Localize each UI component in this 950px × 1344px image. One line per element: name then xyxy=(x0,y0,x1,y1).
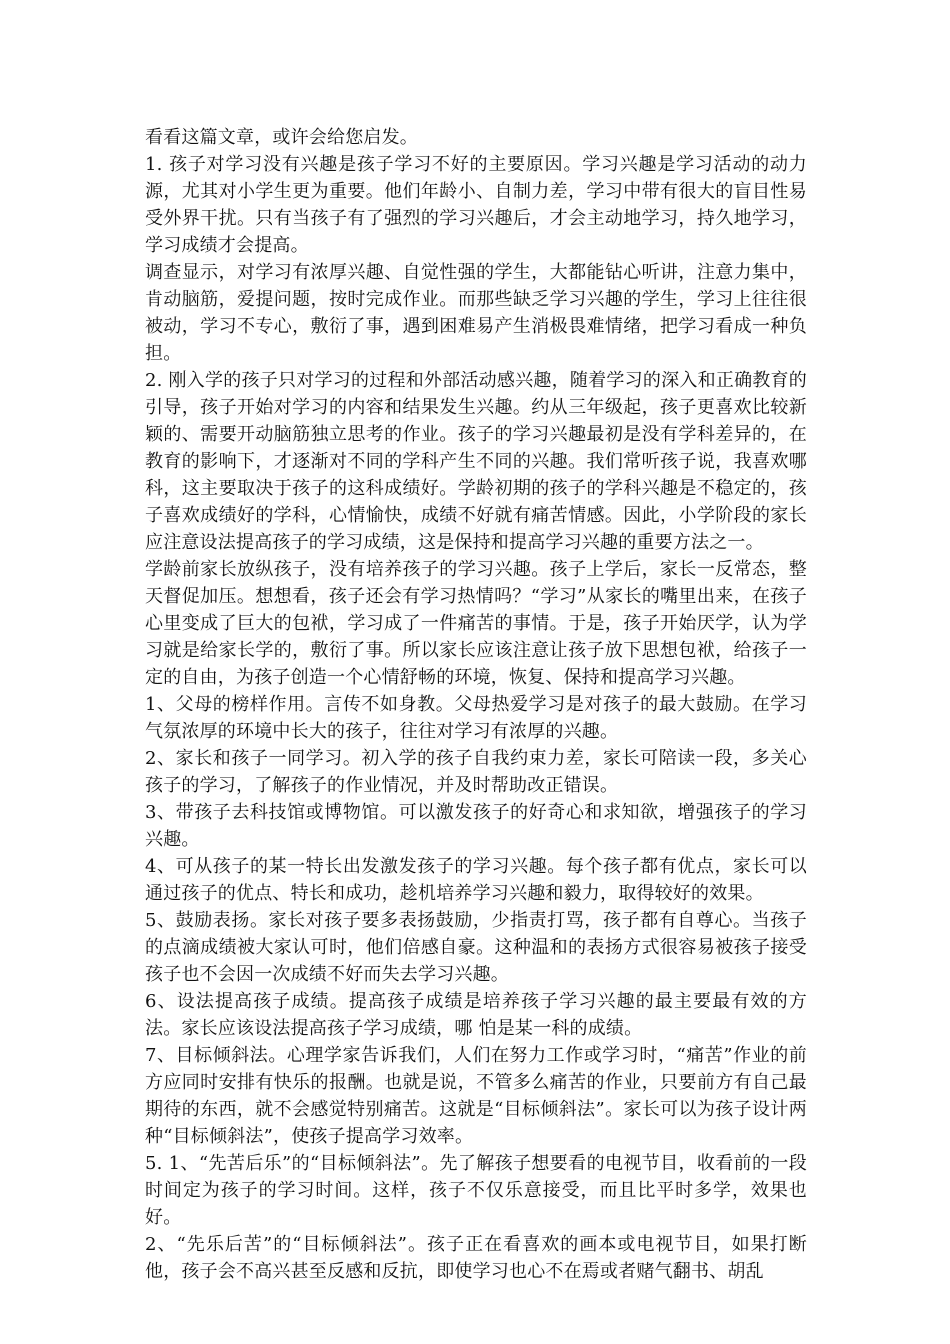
paragraph-sweet-then-bitter: 2、“先乐后苦”的“目标倾斜法”。孩子正在看喜欢的画本或电视节目，如果打断他，孩子会不高兴甚至反感和反抗，即使学习也心不在焉或者赌气翻书、胡乱 xyxy=(145,1234,807,1282)
list-item-museum: 3、带孩子去科技馆或博物馆。可以激发孩子的好奇心和求知欲，增强孩子的学习兴趣。 xyxy=(145,802,807,850)
list-item-parent-role-model: 1、父母的榜样作用。言传不如身教。父母热爱学习是对孩子的最大鼓励。在学习气氛浓厚的环境中长大的孩子，往往对学习有浓厚的兴趣。 xyxy=(145,694,807,742)
paragraph-interest-main-cause: 1. 孩子对学习没有兴趣是孩子学习不好的主要原因。学习兴趣是学习活动的动力源，尤其对小学生更为重要。他们年龄小、自制力差，学习中带有很大的盲目性易受外界干扰。只有当孩子有了强烈的学习兴趣后，才会主动地学习，持久地学习， 学习成绩才会提高。 xyxy=(145,154,807,256)
document-body xyxy=(145,124,807,1285)
list-item-study-together: 2、家长和孩子一同学习。初入学的孩子自我约束力差，家长可陪读一段，多关心孩子的学习，了解孩子的作业情况，并及时帮助改正错误。 xyxy=(145,748,807,796)
intro-paragraph: 看看这篇文章，或许会给您启发。 xyxy=(145,127,418,148)
paragraph-new-students: 2. 刚入学的孩子只对学习的过程和外部活动感兴趣，随着学习的深入和正确教育的引导，孩子开始对学习的内容和结果发生兴趣。约从三年级起，孩子更喜欢比较新颖的、需要开动脑筋独立思考的作业。孩子的学习兴趣最初是没有学科差异的，在教育的影响下，才逐渐对不同的学科产生不同的兴趣。我们常听孩子说，我喜欢哪科，这主要取决于孩子的这科成绩好。学龄初期的孩子的学科兴趣是不稳定的，孩子喜欢成绩好的学科，心情愉快，成绩不好就有痛苦情感。因此，小学阶段的家长应注意设法提高孩子的学习成绩，这是保持和提高学习兴趣的重要方法之一。 xyxy=(145,370,807,553)
list-item-improve-grades: 6、设法提高孩子成绩。提高孩子成绩是培养孩子学习兴趣的最主要最有效的方法。家长应该设法提高孩子学习成绩，哪 怕是某一科的成绩。 xyxy=(145,991,807,1039)
paragraph-bitter-then-sweet: 5. 1、“先苦后乐”的“目标倾斜法”。先了解孩子想要看的电视节目，收看前的一段时间定为孩子的学习时间。这样，孩子不仅乐意接受，而且比平时多学，效果也好。 xyxy=(145,1153,807,1228)
list-item-strengths: 4、可从孩子的某一特长出发激发孩子的学习兴趣。每个孩子都有优点，家长可以通过孩子的优点、特长和成功，趁机培养学习兴趣和毅力，取得较好的效果。 xyxy=(145,856,807,904)
paragraph-survey: 调查显示，对学习有浓厚兴趣、自觉性强的学生，大都能钻心听讲，注意力集中，肯动脑筋，爱提问题，按时完成作业。而那些缺乏学习兴趣的学生，学习上往往很被动，学习不专心，敷衍了事，遇到困难易产生消极畏难情绪，把学习看成一种负担。 xyxy=(145,262,807,364)
list-item-praise: 5、鼓励表扬。家长对孩子要多表扬鼓励，少指责打骂，孩子都有自尊心。当孩子的点滴成绩被大家认可时，他们倍感自豪。这种温和的表扬方式很容易被孩子接受孩子也不会因一次成绩不好而失去学习兴趣。 xyxy=(145,910,807,985)
paragraph-preschool: 学龄前家长放纵孩子，没有培养孩子的学习兴趣。孩子上学后，家长一反常态，整天督促加压。想想看，孩子还会有学习热情吗？“学习”从家长的嘴里出来，在孩子心里变成了巨大的包袱，学习成了一件痛苦的事情。于是，孩子开始厌学，认为学习就是给家长学的，敷衍了事。所以家长应该注意让孩子放下思想包袱，给孩子一定的自由，为孩子创造一个心情舒畅的环境，恢复、保持和提高学习兴趣。 xyxy=(145,559,807,688)
list-item-goal-tilt: 7、目标倾斜法。心理学家告诉我们，人们在努力工作或学习时，“痛苦”作业的前方应同时安排有快乐的报酬。也就是说，不管多么痛苦的作业，只要前方有自己最期待的东西，就不会感觉特别痛苦。这就是“目标倾斜法”。家长可以为孩子设计两种“目标倾斜法”，使孩子提高学习效率。 xyxy=(145,1045,807,1147)
